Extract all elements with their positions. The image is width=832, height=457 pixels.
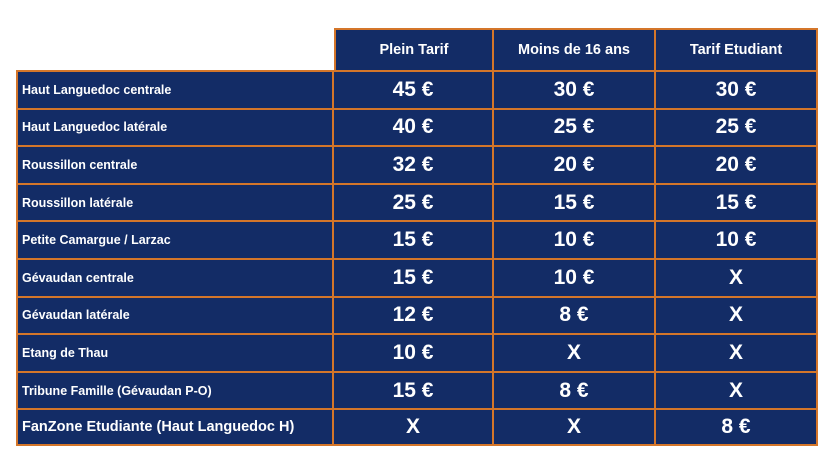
price-tarif-etudiant: 8 € [656, 408, 818, 446]
table-row [16, 371, 818, 409]
price-tarif-etudiant: X [656, 296, 818, 334]
empty-corner-cell [16, 28, 334, 70]
header-plein-tarif: Plein Tarif [334, 28, 494, 70]
row-label: Petite Camargue / Larzac [16, 220, 334, 258]
row-label: Roussillon latérale [16, 183, 334, 221]
table-row [16, 220, 818, 258]
price-moins-de-16-ans: X [494, 333, 656, 371]
price-tarif-etudiant: X [656, 258, 818, 296]
table-row [16, 296, 818, 334]
price-moins-de-16-ans: 15 € [494, 183, 656, 221]
row-label: Gévaudan centrale [16, 258, 334, 296]
price-moins-de-16-ans: 30 € [494, 70, 656, 108]
row-label: Gévaudan latérale [16, 296, 334, 334]
price-moins-de-16-ans: X [494, 408, 656, 446]
table-row [16, 408, 818, 446]
price-moins-de-16-ans: 8 € [494, 296, 656, 334]
row-label: FanZone Etudiante (Haut Languedoc H) [16, 408, 334, 446]
header-moins-de-16-ans: Moins de 16 ans [494, 28, 656, 70]
row-label: Tribune Famille (Gévaudan P-O) [16, 371, 334, 409]
price-plein-tarif: 15 € [334, 220, 494, 258]
table-row [16, 183, 818, 221]
row-label: Roussillon centrale [16, 145, 334, 183]
price-moins-de-16-ans: 20 € [494, 145, 656, 183]
header-tarif-etudiant: Tarif Etudiant [656, 28, 818, 70]
price-plein-tarif: 15 € [334, 258, 494, 296]
price-plein-tarif: 15 € [334, 371, 494, 409]
price-table [16, 28, 818, 446]
price-moins-de-16-ans: 10 € [494, 220, 656, 258]
price-tarif-etudiant: 25 € [656, 108, 818, 146]
price-plein-tarif: 32 € [334, 145, 494, 183]
price-moins-de-16-ans: 25 € [494, 108, 656, 146]
price-plein-tarif: 40 € [334, 108, 494, 146]
price-plein-tarif: 10 € [334, 333, 494, 371]
table-row [16, 145, 818, 183]
header-row [16, 28, 818, 70]
row-label: Haut Languedoc latérale [16, 108, 334, 146]
table-row [16, 333, 818, 371]
price-plein-tarif: 25 € [334, 183, 494, 221]
table-row [16, 70, 818, 108]
price-tarif-etudiant: 20 € [656, 145, 818, 183]
price-plein-tarif: 12 € [334, 296, 494, 334]
row-label: Haut Languedoc centrale [16, 70, 334, 108]
price-plein-tarif: X [334, 408, 494, 446]
price-tarif-etudiant: 15 € [656, 183, 818, 221]
price-moins-de-16-ans: 8 € [494, 371, 656, 409]
price-tarif-etudiant: X [656, 371, 818, 409]
row-label: Etang de Thau [16, 333, 334, 371]
price-tarif-etudiant: X [656, 333, 818, 371]
price-plein-tarif: 45 € [334, 70, 494, 108]
price-tarif-etudiant: 30 € [656, 70, 818, 108]
table-row [16, 258, 818, 296]
price-tarif-etudiant: 10 € [656, 220, 818, 258]
price-moins-de-16-ans: 10 € [494, 258, 656, 296]
table-row [16, 108, 818, 146]
